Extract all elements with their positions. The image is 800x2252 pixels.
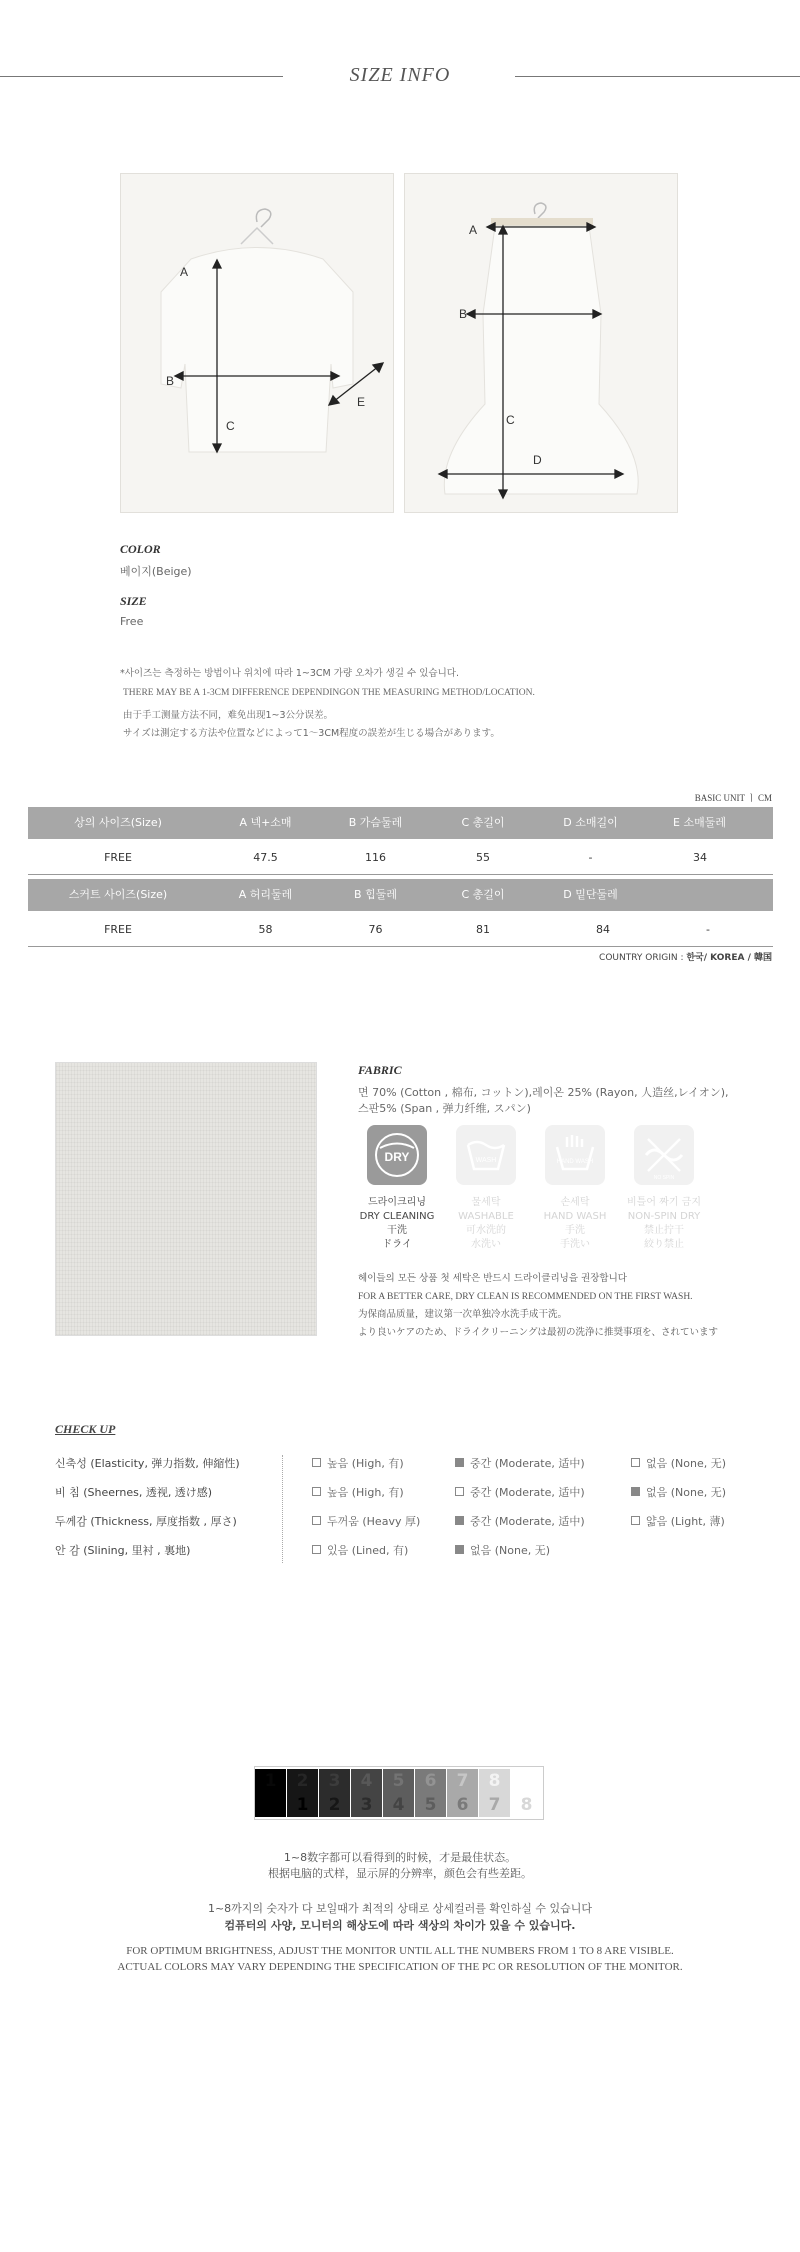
wash-note bbox=[358, 1270, 718, 1342]
care-label-line: 드라이크리닝 bbox=[368, 1197, 426, 1208]
gray-swatch: 8 bbox=[511, 1793, 542, 1817]
checkup-option-text: 있음 (Lined, 有) bbox=[327, 1544, 409, 1557]
header-cell: A 넥+소매 bbox=[239, 816, 292, 829]
care-label-line: WASHABLE bbox=[458, 1211, 514, 1222]
gray-swatch: 7 bbox=[479, 1793, 510, 1817]
checkup-option bbox=[631, 1455, 726, 1471]
care-label-line: 干洗 bbox=[387, 1225, 407, 1236]
gray-swatch bbox=[511, 1769, 542, 1793]
checkup-option bbox=[455, 1542, 550, 1558]
monitor-note-kr1: 1~8까지의 숫자가 다 보일때가 최적의 상태로 상세컬러를 확인하실 수 있습니다 bbox=[207, 1902, 593, 1915]
care-label-line: DRY CLEANING bbox=[359, 1211, 435, 1222]
gray-swatch: 2 bbox=[319, 1793, 350, 1817]
care-label-line: 물세탁 bbox=[471, 1197, 501, 1208]
checkup-option bbox=[631, 1513, 725, 1529]
checkup-row-label: 비 침 (Sheernes, 透视, 透け感) bbox=[55, 1486, 213, 1499]
checkup-option-text: 높음 (High, 有) bbox=[327, 1486, 404, 1499]
care-label-line: NON-SPIN DRY bbox=[627, 1211, 701, 1222]
size-label: SIZE bbox=[120, 594, 147, 608]
checkup-option bbox=[312, 1513, 420, 1529]
hand-wash-icon bbox=[545, 1125, 605, 1185]
label-a: A bbox=[469, 223, 478, 237]
monitor-note-en2: ACTUAL COLORS MAY VARY DEPENDING THE SPECIFICATION OF THE PC OR RESOLUTION OF THE MONITOR. bbox=[117, 1961, 683, 1973]
fabric-swatch-image bbox=[55, 1062, 317, 1336]
gray-swatch: 7 bbox=[447, 1769, 478, 1793]
top-size-header bbox=[28, 807, 773, 839]
label-c: C bbox=[226, 419, 235, 433]
label-c: C bbox=[506, 413, 515, 427]
origin-value: 한국/ KOREA / 韓国 bbox=[686, 953, 772, 963]
gray-swatch: 4 bbox=[351, 1769, 382, 1793]
grayscale-chart bbox=[254, 1766, 544, 1820]
table-cell: - bbox=[706, 923, 710, 936]
care-label-line: 可水洗的 bbox=[466, 1225, 506, 1236]
table-cell: 76 bbox=[368, 923, 383, 936]
table-cell: 116 bbox=[365, 851, 386, 864]
checkup-divider bbox=[282, 1455, 283, 1563]
unchecked-box-icon bbox=[312, 1458, 321, 1467]
page-title: SIZE INFO bbox=[349, 64, 451, 86]
checkup-option bbox=[455, 1455, 585, 1471]
fabric-label: FABRIC bbox=[358, 1063, 402, 1077]
wash-note-kr: 헤이들의 모든 상품 첫 세탁은 반드시 드라이클리닝을 권장합니다 bbox=[358, 1273, 627, 1284]
fabric-composition-line1: 면 70% (Cotton , 棉布, コットン),레이온 25% (Rayon, 人造丝,レイオン), bbox=[358, 1086, 729, 1099]
size-note-kr: *사이즈는 측정하는 방법이나 위치에 따라 1~3CM 가량 오차가 생길 수 있습니다. bbox=[120, 668, 459, 679]
care-label-line: ドライ bbox=[382, 1239, 412, 1250]
wash-icon-text: WASH bbox=[475, 1157, 497, 1164]
unit-label: BASIC UNIT ㅣ CM bbox=[694, 793, 772, 803]
care-label-dry bbox=[347, 1196, 447, 1252]
checked-box-icon bbox=[631, 1487, 640, 1496]
header-cell: E 소매둘레 bbox=[673, 816, 726, 829]
checkup-row-label: 신축성 (Elasticity, 弹力指数, 伸縮性) bbox=[55, 1457, 240, 1470]
checkup-option-text: 중간 (Moderate, 适中) bbox=[470, 1457, 585, 1470]
unchecked-box-icon bbox=[312, 1487, 321, 1496]
gray-swatch: 5 bbox=[415, 1793, 446, 1817]
table-cell: 84 bbox=[596, 923, 610, 936]
table-cell: - bbox=[588, 851, 593, 864]
gray-swatch: 3 bbox=[351, 1793, 382, 1817]
fabric-composition-line2: 스판5% (Span , 弹力纤维, スパン) bbox=[358, 1102, 531, 1115]
checkup-option bbox=[455, 1513, 585, 1529]
monitor-note-en1: FOR OPTIMUM BRIGHTNESS, ADJUST THE MONITOR UNTIL ALL THE NUMBERS FROM 1 TO 8 ARE VISIBLE. bbox=[126, 1945, 674, 1957]
care-label-wash bbox=[436, 1196, 536, 1252]
no-spin-icon bbox=[634, 1125, 694, 1185]
header-cell: D 밑단둘레 bbox=[563, 888, 618, 901]
header-cell: 스커트 사이즈(Size) bbox=[68, 888, 168, 901]
gray-swatch bbox=[255, 1793, 286, 1817]
color-label: COLOR bbox=[120, 542, 161, 556]
no-spin-icon-text: NO SPIN bbox=[653, 1175, 675, 1181]
checked-box-icon bbox=[455, 1516, 464, 1525]
gray-swatch: 6 bbox=[415, 1769, 446, 1793]
skirt-size-header bbox=[28, 879, 773, 911]
label-d: D bbox=[533, 453, 542, 467]
checkup-row-label: 안 감 (Slining, 里衬 , 裏地) bbox=[55, 1544, 191, 1557]
checkup-option-text: 없음 (None, 无) bbox=[646, 1486, 727, 1499]
header-cell: C 총길이 bbox=[461, 888, 505, 901]
table-cell: FREE bbox=[104, 851, 132, 864]
gray-swatch: 6 bbox=[447, 1793, 478, 1817]
gray-swatch: 3 bbox=[319, 1769, 350, 1793]
label-b: B bbox=[459, 307, 468, 321]
skirt-measure-diagram bbox=[404, 173, 678, 513]
label-b: B bbox=[166, 374, 175, 388]
label-a: A bbox=[180, 265, 189, 279]
gray-swatch: 1 bbox=[287, 1793, 318, 1817]
checked-box-icon bbox=[455, 1545, 464, 1554]
header-cell: B 가슴둘레 bbox=[348, 816, 403, 829]
checkup-option bbox=[312, 1455, 404, 1471]
care-label-hand-wash bbox=[525, 1196, 625, 1252]
care-label-line: 禁止拧干 bbox=[644, 1225, 684, 1236]
checkup-option-text: 없음 (None, 无) bbox=[646, 1457, 727, 1470]
checkup-option-text: 중간 (Moderate, 适中) bbox=[470, 1515, 585, 1528]
table-cell: 58 bbox=[258, 923, 273, 936]
gray-swatch: 2 bbox=[287, 1769, 318, 1793]
wash-icon bbox=[456, 1125, 516, 1185]
size-value: Free bbox=[120, 615, 144, 628]
checkup-option bbox=[631, 1484, 726, 1500]
gray-swatch: 4 bbox=[383, 1793, 414, 1817]
size-note-cn: 由于手工测量方法不同，难免出现1~3公分误差。 bbox=[123, 710, 334, 721]
label-e: E bbox=[357, 395, 366, 409]
header-cell: C 총길이 bbox=[461, 816, 505, 829]
table-cell: 55 bbox=[476, 851, 490, 864]
table-cell: FREE bbox=[104, 923, 132, 936]
care-label-line: 絞り禁止 bbox=[644, 1239, 684, 1250]
hand-wash-icon-text: HAND WASH bbox=[556, 1159, 594, 1165]
header-cell: 상의 사이즈(Size) bbox=[74, 816, 162, 829]
country-origin bbox=[599, 950, 772, 963]
header-cell: B 힙둘레 bbox=[354, 888, 397, 901]
table-cell: 81 bbox=[476, 923, 490, 936]
checkup-option-text: 얇음 (Light, 薄) bbox=[646, 1515, 725, 1528]
size-note-jp: サイズは測定する方法や位置などによって1〜3CM程度の誤差が生じる場合があります。 bbox=[123, 728, 500, 739]
checkup-option-text: 두꺼움 (Heavy 厚) bbox=[327, 1515, 421, 1528]
dry-clean-icon bbox=[367, 1125, 427, 1185]
dry-icon-text: DRY bbox=[384, 1150, 410, 1164]
monitor-note-cn1: 1~8数字都可以看得到的时候，才是最佳状态。 bbox=[283, 1851, 517, 1864]
care-label-line: 手洗 bbox=[565, 1225, 585, 1236]
unchecked-box-icon bbox=[455, 1487, 464, 1496]
wash-note-cn: 为保商品质量，建议第一次单独冷水洗手成干洗。 bbox=[358, 1309, 568, 1320]
checked-box-icon bbox=[455, 1458, 464, 1467]
table-cell: 34 bbox=[693, 851, 707, 864]
care-label-line: 비틀어 짜기 금지 bbox=[627, 1197, 701, 1208]
checkup-option bbox=[312, 1484, 404, 1500]
gray-swatch: 5 bbox=[383, 1769, 414, 1793]
header-cell: D 소매길이 bbox=[563, 816, 618, 829]
checkup-option-text: 없음 (None, 无) bbox=[470, 1544, 551, 1557]
skirt-size-row bbox=[28, 914, 773, 947]
gray-swatch: 8 bbox=[479, 1769, 510, 1793]
table-cell: 47.5 bbox=[253, 851, 278, 864]
checkup-option bbox=[312, 1542, 408, 1558]
monitor-note-kr2: 컴퓨터의 사양, 모니터의 해상도에 따라 색상의 차이가 있을 수 있습니다. bbox=[224, 1919, 576, 1932]
header-cell: A 허리둘레 bbox=[238, 888, 293, 901]
origin-prefix: COUNTRY ORIGIN : bbox=[599, 953, 687, 963]
gray-swatch: 1 bbox=[255, 1769, 286, 1793]
checkup-option bbox=[455, 1484, 585, 1500]
unchecked-box-icon bbox=[631, 1516, 640, 1525]
top-measure-diagram bbox=[120, 173, 394, 513]
unchecked-box-icon bbox=[312, 1516, 321, 1525]
color-value: 베이지(Beige) bbox=[120, 565, 192, 578]
checkup-option-text: 높음 (High, 有) bbox=[327, 1457, 404, 1470]
monitor-note-cn2: 根据电脑的式样，显示屏的分辨率，颜色会有些差距。 bbox=[268, 1867, 532, 1880]
checkup-title: CHECK UP bbox=[55, 1422, 116, 1436]
care-label-line: HAND WASH bbox=[543, 1211, 607, 1222]
unchecked-box-icon bbox=[312, 1545, 321, 1554]
unchecked-box-icon bbox=[631, 1458, 640, 1467]
wash-note-jp: より良いケアのため、ドライクリーニングは最初の洗浄に推奨事項を、されています bbox=[358, 1327, 718, 1338]
checkup-option-text: 중간 (Moderate, 适中) bbox=[470, 1486, 585, 1499]
checkup-row-label: 두께감 (Thickness, 厚度指数 , 厚さ) bbox=[55, 1515, 237, 1528]
wash-note-en: FOR A BETTER CARE, DRY CLEAN IS RECOMMENDED ON THE FIRST WASH. bbox=[358, 1292, 693, 1302]
top-size-row bbox=[28, 842, 773, 875]
size-note-en: THERE MAY BE A 1-3CM DIFFERENCE DEPENDINGON THE MEASURING METHOD/LOCATION. bbox=[123, 688, 535, 698]
care-label-line: 水洗い bbox=[471, 1239, 501, 1250]
care-label-line: 손세탁 bbox=[560, 1197, 590, 1208]
care-label-line: 手洗い bbox=[560, 1239, 590, 1250]
care-label-no-spin bbox=[614, 1196, 714, 1252]
